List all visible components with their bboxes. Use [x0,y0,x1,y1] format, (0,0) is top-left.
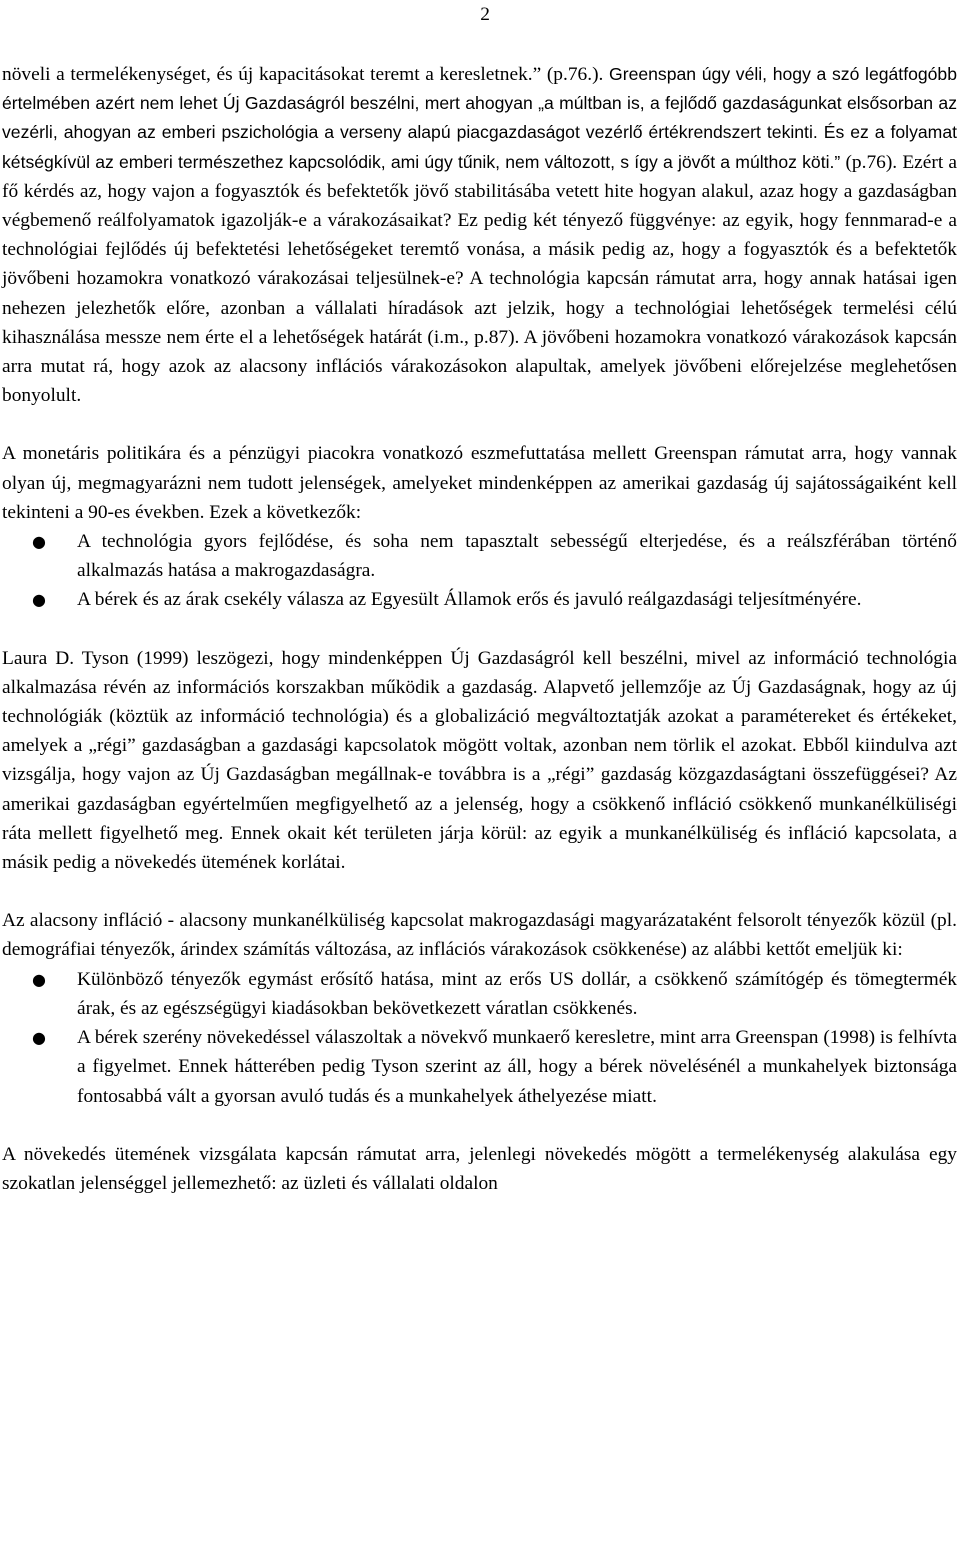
bullet-icon: ● [32,1028,46,1048]
paragraph-segment: (p.76). Ezért a fő kérdés az, hogy vajon a fogyasztók és befektetők jövő stabilitásába vetett hite hogyan alakul, azaz hogy a gazdaságban végbemenő reálfolyamatok igazolják-e a várakozásaikat? Ez pedig két tényező függvénye: az egyik, hogy fennmarad-e a technológiai fejlődés új befektetési lehetőségeket teremtő vonása, a másik pedig az, hogy a fogyasztók és a befektetők jövőbeni hozamokra vonatkozó várakozásai teljesülnek-e? A technológia kapcsán rámutat arra, hogy annak hatásai igen nehezen jelezhetők előre, azonban a vállalati híradások azt jelzik, hogy a technológiai lehetőségek termelési célú kihasználása messze nem érte el a lehetőségek határát (i.m., p.87). A jövőbeni hozamokra vonatkozó várakozások kapcsán arra mutat rá, hogy azok az alacsony inflációs várakozásokon alapultak, amelyek jövőbeni előrejelzése meglehetősen bonyolult. [2,151,957,407]
paragraph-greenspan-intro [2,60,957,410]
page-number: 2 [480,4,490,25]
paragraph-segment-quote: Greenspan úgy véli, hogy a szó legátfogóbb értelmében azért nem lehet Új Gazdaságról beszélni, mert ahogyan „a múltban is, a fejlődő gazdaságunkat elsősorban az vezérli, ahogyan az emberi pszichológia a verseny alapú piacgazdaságot vezérlő értékrendszert tekinti. És ez a folyamat kétségkívül az emberi természethez kapcsolódik, ami úgy tűnik, nem változott, s így a jövőt a múlthoz köti.” [2,64,958,172]
bullet-icon: ● [32,969,46,989]
list-item-text: A technológia gyors fejlődése, és soha nem tapasztalt sebességű elterjedése, és a reálszférában történő alkalmazás hatása a makrogazdaságra. [77,531,957,582]
list-item [2,527,957,585]
list-item-text: A bérek és az árak csekély válasza az Egyesült Államok erős és javuló reálgazdasági teljesítményére. [77,589,862,611]
paragraph-growth-rate: A növekedés ütemének vizsgálata kapcsán rámutat arra, jelenlegi növekedés mögött a termelékenység alakulása egy szokatlan jelenséggel jellemezhető: az üzleti és vállalati oldalon [2,1143,957,1194]
paragraph-monetary-policy: A monetáris politikára és a pénzügyi piacokra vonatkozó eszmefuttatása mellett Greenspan rámutat arra, hogy vannak olyan új, megmagyarázni nem tudott jelenségek, amelyeket mindenképpen az amerikai gazdaság új sajátosságaiként kell tekinteni a 90-es években. Ezek a következők: [2,443,957,523]
bullet-list-greenspan [2,527,957,615]
paragraph-tyson: Laura D. Tyson (1999) leszögezi, hogy mindenképpen Új Gazdaságról kell beszélni, mivel az információ technológia alkalmazása révén az információs korszakban működik a gazdaság. Alapvető jellemzője az Új Gazdaságnak, hogy az új technológiák (köztük az információ technológia) és a globalizáció megváltoztatják azokat a paramétereket és értékeket, amelyek a „régi” gazdaságban a gazdasági kapcsolatok mögött voltak, azonban nem törlik el azokat. Ebből kiindulva azt vizsgálja, hogy vajon az Új Gazdaságban megállnak-e továbbra is a „régi” gazdaság közgazdaságtani összefüggései? Az amerikai gazdaságban egyértelműen megfigyelhető az a jelenség, hogy a csökkenő infláció csökkenő munkanélküliségi ráta mellett figyelhető meg. Ennek okait két területen járja körül: az egyik a munkanélküliség és infláció kapcsolata, a másik pedig a növekedés ütemének korlátai. [2,647,957,874]
list-item-text: A bérek szerény növekedéssel válaszoltak a növekvő munkaerő keresletre, mint arra Greenspan (1998) is felhívta a figyelmet. Ennek hátterében pedig Tyson szerint az áll, hogy a bérek növelésénél a munkahelyek biztonsága fontosabbá vált a gyorsan avuló tudás és a munkahelyek áthelyezése miatt. [77,1027,957,1107]
document-body [2,60,957,1198]
bullet-icon: ● [32,532,46,552]
bullet-list-tyson [2,965,957,1111]
list-item-text: Különböző tényezők egymást erősítő hatása, mint az erős US dollár, a csökkenő számítógép és tömegtermék árak, és az egészségügyi kiadásokban bekövetkezett váratlan csökkenés. [77,968,957,1019]
paragraph-low-inflation: Az alacsony infláció - alacsony munkanélküliség kapcsolat makrogazdasági magyarázataként felsorolt tényezők közül (pl. demográfiai tényezők, árindex számítás változása, az inflációs várakozások csökkenése) az alábbi kettőt emeljük ki: [2,910,957,961]
list-item [2,585,957,614]
list-item [2,965,957,1023]
list-item [2,1023,957,1111]
bullet-icon: ● [32,590,46,610]
paragraph-segment: növeli a termelékenységet, és új kapacitásokat teremt a keresletnek.” (p.76.). [2,64,610,85]
